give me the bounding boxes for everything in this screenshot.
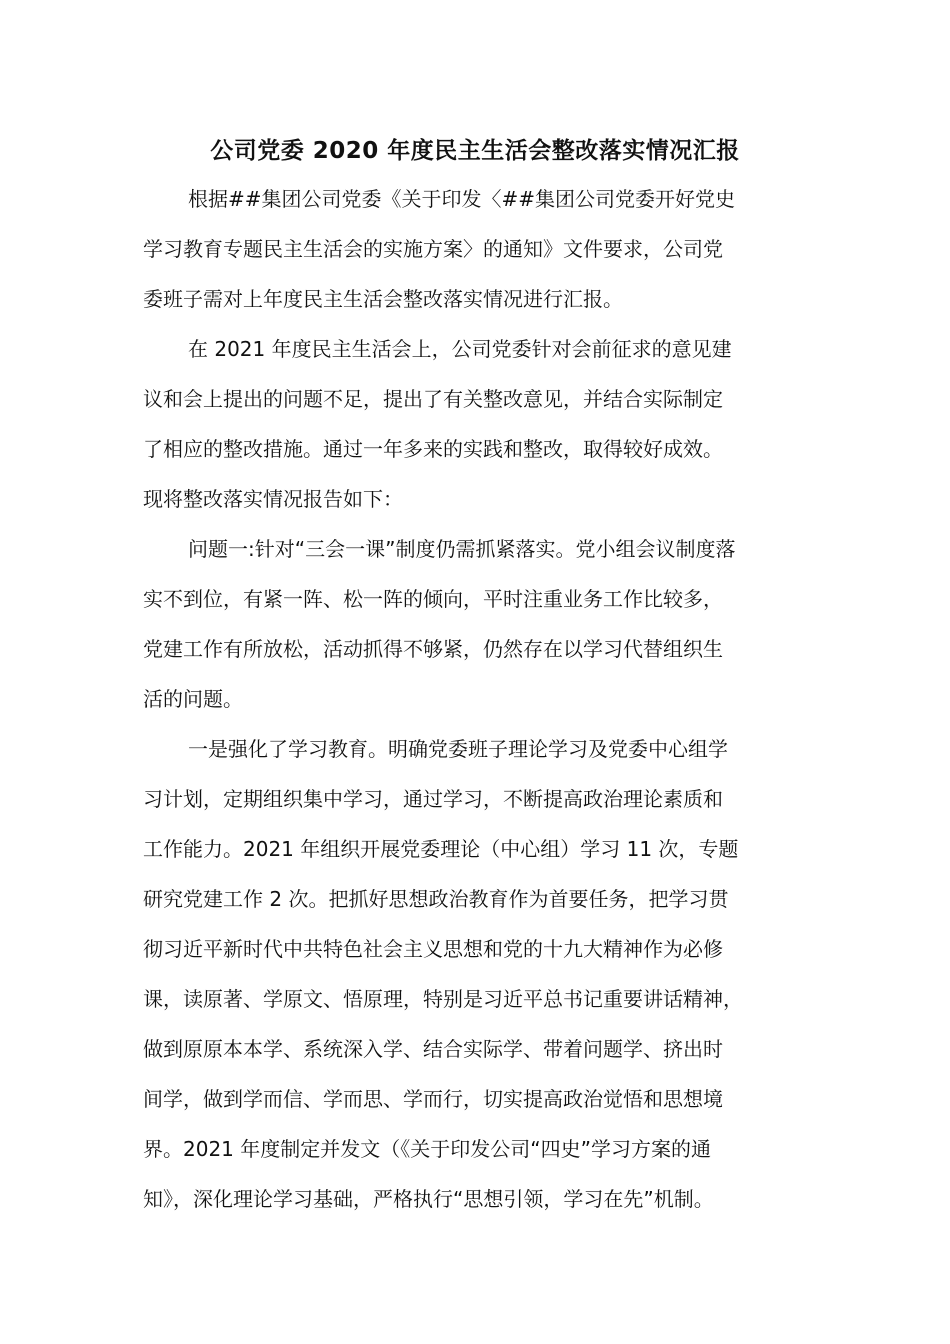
paragraph-line: 做到原原本本学、系统深入学、结合实际学、带着问题学、挤出时 bbox=[143, 1037, 723, 1061]
paragraph-line: 议和会上提出的问题不足，提出了有关整改意见，并结合实际制定 bbox=[143, 387, 723, 411]
paragraph-line: 活的问题。 bbox=[143, 687, 243, 711]
paragraph-line: 学习教育专题民主生活会的实施方案〉的通知》文件要求，公司党 bbox=[143, 237, 723, 261]
paragraph-line: 知》，深化理论学习基础，严格执行“思想引领，学习在先”机制。 bbox=[143, 1187, 714, 1211]
paragraph-line: 委班子需对上年度民主生活会整改落实情况进行汇报。 bbox=[143, 287, 623, 311]
paragraph-line: 习计划，定期组织集中学习，通过学习，不断提高政治理论素质和 bbox=[143, 787, 723, 811]
paragraph-line: 界。2021 年度制定并发文（《关于印发公司“四史”学习方案的通 bbox=[143, 1137, 711, 1161]
paragraph-line: 实不到位，有紧一阵、松一阵的倾向，平时注重业务工作比较多， bbox=[143, 587, 723, 611]
paragraph-line: 课，读原著、学原文、悟原理，特别是习近平总书记重要讲话精神， bbox=[143, 987, 743, 1011]
paragraph-line: 在 2021 年度民主生活会上，公司党委针对会前征求的意见建 bbox=[188, 337, 732, 361]
document-title: 公司党委 2020 年度民主生活会整改落实情况汇报 bbox=[210, 138, 740, 164]
paragraph-line: 研究党建工作 2 次。把抓好思想政治教育作为首要任务，把学习贯 bbox=[143, 887, 729, 911]
paragraph-line: 现将整改落实情况报告如下： bbox=[143, 487, 403, 511]
paragraph-line: 一是强化了学习教育。明确党委班子理论学习及党委中心组学 bbox=[188, 737, 728, 761]
paragraph-line: 彻习近平新时代中共特色社会主义思想和党的十九大精神作为必修 bbox=[143, 937, 723, 961]
paragraph-line: 了相应的整改措施。通过一年多来的实践和整改，取得较好成效。 bbox=[143, 437, 723, 461]
paragraph-line: 党建工作有所放松，活动抓得不够紧，仍然存在以学习代替组织生 bbox=[143, 637, 723, 661]
paragraph-line: 问题一:针对“三会一课”制度仍需抓紧落实。党小组会议制度落 bbox=[188, 537, 736, 561]
paragraph-line: 根据##集团公司党委《关于印发〈##集团公司党委开好党史 bbox=[188, 187, 736, 211]
paragraph-line: 工作能力。2021 年组织开展党委理论（中心组）学习 11 次，专题 bbox=[143, 837, 739, 861]
paragraph-line: 间学，做到学而信、学而思、学而行，切实提高政治觉悟和思想境 bbox=[143, 1087, 723, 1111]
